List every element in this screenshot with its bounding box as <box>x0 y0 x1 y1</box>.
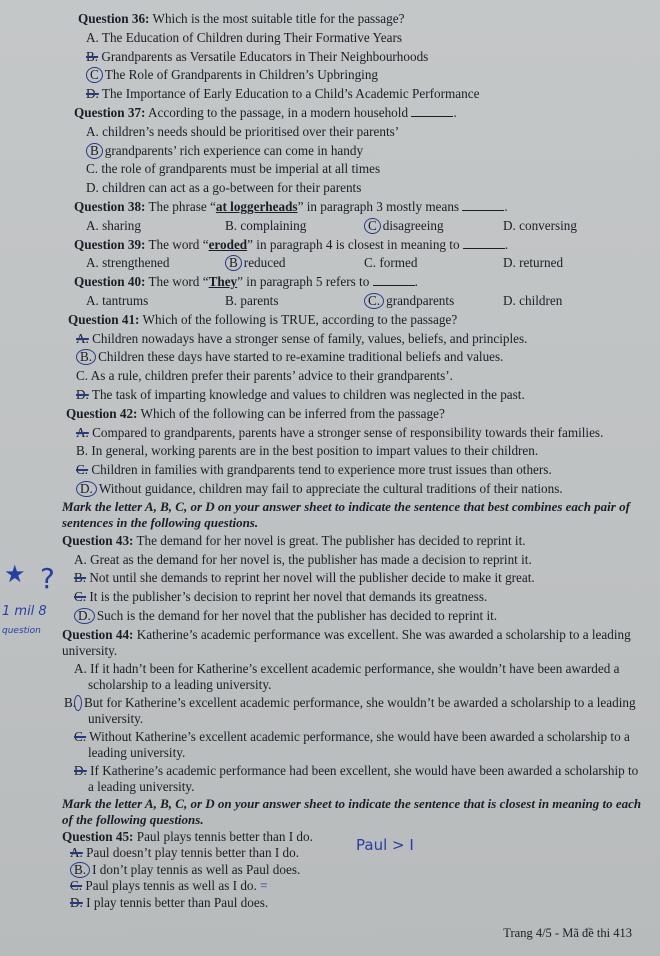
option-c: C. formed <box>364 255 418 271</box>
question-label: Question 38: <box>74 198 146 214</box>
question-text: Which of the following is TRUE, according to the passage? <box>142 311 458 327</box>
question-label: Question 44: <box>62 626 134 642</box>
target-phrase: They <box>208 274 238 290</box>
target-phrase: at loggerheads <box>215 198 298 214</box>
circled-answer: D. <box>76 481 97 497</box>
option-d: D. returned <box>503 255 564 271</box>
circled-answer: B. <box>70 862 90 878</box>
question-label: Question 40: <box>74 274 146 290</box>
question-44 <box>62 627 642 796</box>
question-text: Which of the following can be inferred from the passage? <box>140 405 445 421</box>
question-label: Question 42: <box>66 405 138 421</box>
option-d: D. Without guidance, children may fail to appreciate the cultural traditions of their nations. <box>62 480 642 499</box>
question-40: Question 40: The word “They” in paragraph 5 refers to . A. tantrums B. parents C. grandparents D. children <box>62 273 642 311</box>
circled-answer: C. <box>364 293 384 309</box>
question-41 <box>62 311 642 405</box>
answer-blank <box>462 210 504 211</box>
option-a: A. Compared to grandparents, parents have a stronger sense of responsibility towards their families. <box>76 424 604 440</box>
option-b: B reduced <box>225 254 364 273</box>
option-a: A. The Education of Children during Their Formative Years <box>86 29 402 45</box>
answer-blank <box>411 116 453 117</box>
option-d: D. The task of imparting knowledge and values to children was neglected in the past. <box>76 386 525 402</box>
handwritten-margin-note: question <box>2 626 41 636</box>
option-b: B. Children these days have started to re-examine traditional beliefs and values. <box>62 348 642 367</box>
option-c: C. Without Katherine’s excellent academic performance, she would have been awarded a scholarship to a leading university. <box>74 728 630 761</box>
option-d: D. conversing <box>503 217 577 233</box>
option-a: A. Great as the demand for her novel is, the publisher has made a decision to reprint it. <box>74 551 532 567</box>
options-row <box>62 217 642 236</box>
option-d: D. If Katherine’s academic performance had been excellent, she would have been awarded a scholarship to a leading university. <box>74 762 639 795</box>
option-d: D. children <box>503 292 563 308</box>
option-c: C disagreeing <box>364 217 503 236</box>
option-b: B. Grandparents as Versatile Educators in Their Neighbourhoods <box>86 48 429 64</box>
option-a: A. strengthened <box>86 255 170 271</box>
handwritten-equals: = <box>260 878 268 894</box>
circled-answer: D. <box>74 608 95 624</box>
question-42 <box>62 405 642 499</box>
question-39: Question 39: The word “eroded” in paragraph 4 is closest in meaning to . A. strengthened B reduced C. formed D. returned <box>62 236 642 274</box>
handwritten-star-icon: ★ <box>4 560 26 588</box>
option-d: D. children can act as a go-between for their parents <box>86 180 362 196</box>
circled-answer: B <box>86 143 103 159</box>
question-text: Paul plays tennis better than I do. <box>136 828 313 844</box>
option-c: C. Children in families with grandparents tend to experience more trust issues than others. <box>76 462 552 478</box>
option-b: B. I don’t play tennis as well as Paul does. <box>62 862 642 879</box>
question-text: Which is the most suitable title for the passage? <box>152 11 405 26</box>
option-a: A. tantrums <box>86 292 149 308</box>
option-c: C. grandparents <box>364 292 503 311</box>
option-b: B. Not until she demands to reprint her novel will the publisher decide to make it great. <box>74 570 535 586</box>
section-instruction: Mark the letter A, B, C, or D on your answer sheet to indicate the sentence that is closest in meaning to each of the following questions. <box>62 795 642 828</box>
question-text: Katherine’s academic performance was excellent. She was awarded a scholarship to a leading university. <box>62 626 631 659</box>
question-label: Question 36: <box>78 11 150 26</box>
circled-answer: B <box>225 255 242 271</box>
question-37: Question 37: According to the passage, in a modern household . A. children’s needs should be prioritised over their parents’ B grandparents’ rich experience can come in handy C. the role of grandparents must be imperial at all times D. children can act as a go-between for their parents <box>62 104 642 198</box>
question-text: The demand for her novel is great. The publisher has decided to reprint it. <box>136 532 526 548</box>
answer-blank <box>463 248 505 249</box>
question-label: Question 41: <box>68 311 140 327</box>
exam-content <box>62 10 642 911</box>
question-45 <box>62 829 642 912</box>
option-b: B. In general, working parents are in the best position to impart values to their children. <box>76 443 539 459</box>
answer-blank <box>373 285 415 286</box>
option-b: B. complaining <box>225 217 307 233</box>
question-36 <box>62 10 642 104</box>
page-footer: Trang 4/5 - Mã đề thi 413 <box>503 926 632 940</box>
option-a: A. If it hadn’t been for Katherine’s excellent academic performance, she wouldn’t have been awarded a scholarship to a leading university. <box>74 660 620 693</box>
circled-answer: C <box>364 218 381 234</box>
target-phrase: eroded <box>208 236 248 252</box>
question-38: Question 38: The phrase “at loggerheads” in paragraph 3 mostly means . A. sharing B. complaining C disagreeing D. conversing <box>62 198 642 236</box>
question-label: Question 39: <box>74 236 146 252</box>
option-a: A. sharing <box>86 217 141 233</box>
option-c: C. Paul plays tennis as well as I do. = <box>70 878 268 894</box>
circled-answer: C <box>86 67 103 83</box>
option-a: A. children’s needs should be prioritised over their parents’ <box>86 123 400 139</box>
section-instruction: Mark the letter A, B, C, or D on your answer sheet to indicate the sentence that best combines each pair of sentences in the following questions. <box>62 498 630 531</box>
option-d: D. I play tennis better than Paul does. <box>70 894 269 910</box>
option-b: B. parents <box>225 292 279 308</box>
question-text: According to the passage, in a modern household <box>148 104 409 120</box>
question-label: Question 37: <box>74 104 146 120</box>
option-a: A. Paul doesn’t play tennis better than I do. <box>70 845 300 861</box>
options-row <box>62 254 642 273</box>
option-c: C The Role of Grandparents in Children’s Upbringing <box>62 66 642 85</box>
handwritten-question-mark: ? <box>40 562 55 595</box>
circled-answer: B. <box>74 695 82 711</box>
option-d: D. Such is the demand for her novel that the publisher has decided to reprint it. <box>62 607 642 626</box>
handwritten-note: Paul > I <box>356 836 414 854</box>
option-b: B grandparents’ rich experience can come in handy <box>62 142 642 161</box>
option-b: B. But for Katherine’s excellent academic performance, she wouldn’t be awarded a scholarship to a leading university. <box>64 694 636 727</box>
options-row <box>62 292 642 311</box>
question-label: Question 43: <box>62 532 134 548</box>
circled-answer: B. <box>76 349 96 365</box>
option-c: C. the role of grandparents must be imperial at all times <box>86 161 381 177</box>
question-43 <box>62 532 642 626</box>
question-label: Question 45: <box>62 828 134 844</box>
option-c: C. As a rule, children prefer their parents’ advice to their grandparents’. <box>76 368 453 384</box>
option-c: C. It is the publisher’s decision to reprint her novel that demands its greatness. <box>74 589 488 605</box>
handwritten-margin-note: 1 mil 8 <box>2 604 47 619</box>
option-d: D. The Importance of Early Education to a Child’s Academic Performance <box>86 86 480 102</box>
option-a: A. Children nowadays have a stronger sense of family, values, beliefs, and principles. <box>76 330 528 346</box>
